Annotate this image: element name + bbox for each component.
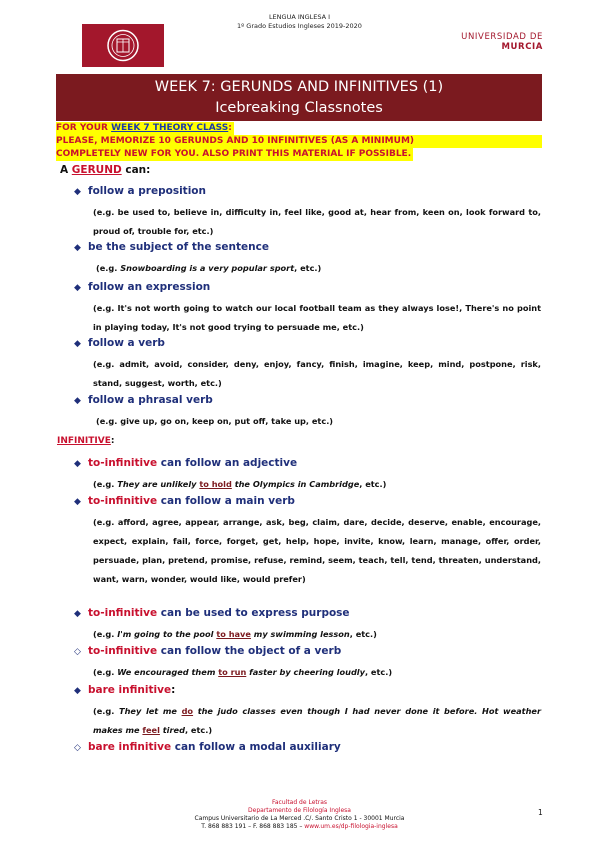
infinitive-heading bbox=[57, 436, 114, 446]
example-underlined-infinitive: to run bbox=[218, 667, 247, 677]
infinitive-item-modal bbox=[74, 741, 341, 753]
gerund-item-expression bbox=[74, 281, 210, 293]
example-underlined-infinitive: feel bbox=[142, 725, 160, 735]
item-label-red: to-infinitive bbox=[88, 607, 158, 619]
footer-faculty: Facultad de Letras bbox=[271, 799, 328, 806]
example-italic: faster by cheering loudly bbox=[246, 667, 365, 677]
gerund-example-expression: (e.g. It's not worth going to watch our local football team as they always lose!, There's no point in playing today, It's not good trying to persuade me, etc.) bbox=[93, 303, 541, 332]
example-underlined-infinitive: to have bbox=[216, 629, 251, 639]
infinitive-item-purpose bbox=[74, 607, 350, 619]
gerund-heading-suffix: can: bbox=[121, 164, 151, 176]
example-italic: I'm going to the pool bbox=[117, 629, 217, 639]
example-italic: my swimming lesson bbox=[250, 629, 350, 639]
diamond-bullet-icon: ◆ bbox=[74, 686, 81, 696]
example-italic: the Olympics in Cambridge bbox=[231, 479, 360, 489]
example-text: , etc.) bbox=[184, 725, 213, 735]
example-italic: They let me bbox=[119, 706, 182, 716]
example-italic: the judo classes even though I had never done it before. Hot weather makes me bbox=[93, 706, 541, 735]
gerund-item-subject bbox=[74, 241, 269, 253]
page-number: 1 bbox=[538, 808, 543, 817]
diamond-bullet-icon: ◆ bbox=[74, 459, 81, 469]
gerund-word: GERUND bbox=[71, 164, 122, 176]
example-text: (e.g. bbox=[93, 667, 118, 677]
gerund-example-verb: (e.g. admit, avoid, consider, deny, enjoy, fancy, finish, imagine, keep, mind, postpone, risk, stand, suggest, worth, etc.) bbox=[93, 359, 541, 388]
notice-line3: COMPLETELY NEW FOR YOU. ALSO PRINT THIS MATERIAL IF POSSIBLE. bbox=[56, 149, 412, 159]
infinitive-item-object bbox=[74, 645, 341, 657]
example-text: , etc.) bbox=[359, 479, 387, 489]
diamond-outline-bullet-icon: ◇ bbox=[74, 743, 81, 753]
gerund-example-phrasal-verb: (e.g. give up, go on, keep on, put off, take up, etc.) bbox=[96, 416, 334, 426]
example-text: , etc.) bbox=[349, 629, 377, 639]
item-label-red: to-infinitive bbox=[88, 645, 158, 657]
university-wordmark bbox=[461, 32, 543, 52]
item-label: follow an expression bbox=[88, 281, 211, 293]
item-label: follow a preposition bbox=[88, 185, 206, 197]
page-subtitle: Icebreaking Classnotes bbox=[215, 100, 383, 116]
footer-phone: T. 868 883 191 – F. 868 883 185 – bbox=[201, 823, 305, 830]
example-text: (e.g. bbox=[96, 263, 121, 273]
gerund-heading-prefix: A bbox=[60, 164, 72, 176]
example-text: (e.g. bbox=[93, 629, 118, 639]
notice-line1 bbox=[56, 122, 234, 135]
example-italic: We encouraged them bbox=[117, 667, 219, 677]
footer-department: Departamento de Filología Inglesa bbox=[248, 807, 351, 814]
item-label: : bbox=[171, 684, 176, 696]
infinitive-item-main-verb bbox=[74, 495, 295, 507]
diamond-bullet-icon: ◆ bbox=[74, 497, 81, 507]
page-title: WEEK 7: GERUNDS AND INFINITIVES (1) bbox=[154, 79, 444, 95]
notice-suffix: : bbox=[228, 123, 232, 133]
example-underlined-infinitive: to hold bbox=[199, 479, 232, 489]
infinitive-example-purpose bbox=[93, 625, 541, 644]
item-label-red: bare infinitive bbox=[88, 741, 172, 753]
university-name-line2: MURCIA bbox=[501, 42, 543, 52]
item-label: follow a phrasal verb bbox=[88, 394, 213, 406]
example-text: (e.g. bbox=[93, 479, 118, 489]
university-name-line1: UNIVERSIDAD DE bbox=[461, 32, 543, 42]
footer bbox=[0, 799, 599, 831]
week-7-theory-class-link[interactable]: WEEK 7 THEORY CLASS bbox=[111, 123, 229, 133]
course-year: 1º Grado Estudios Ingleses 2019-2020 bbox=[237, 22, 362, 30]
footer-contact bbox=[0, 823, 599, 831]
infinitive-example-bare bbox=[93, 702, 541, 740]
infinitive-item-adjective bbox=[74, 457, 297, 469]
example-underlined-infinitive: do bbox=[181, 706, 194, 716]
university-seal-logo bbox=[82, 24, 164, 67]
item-label: follow a verb bbox=[88, 337, 165, 349]
gerund-example-subject bbox=[96, 259, 544, 278]
infinitive-example-object bbox=[93, 663, 541, 682]
infinitive-example-adjective bbox=[93, 475, 541, 494]
gerund-item-verb bbox=[74, 337, 165, 349]
diamond-bullet-icon: ◆ bbox=[74, 609, 81, 619]
item-label: be the subject of the sentence bbox=[88, 241, 269, 253]
infinitive-example-main-verb: (e.g. afford, agree, appear, arrange, ask, beg, claim, dare, decide, deserve, enable, encourage, expect, explain, fail, force, forget, get, help, hope, invite, know, learn, manage, offer, order, persuade, plan, pretend, promise, refuse, remind, seem, teach, tell, tend, threaten, understand, want, warn, wonder, would like, would prefer) bbox=[93, 517, 541, 584]
example-italic: They are unlikely bbox=[117, 479, 200, 489]
diamond-outline-bullet-icon: ◇ bbox=[74, 647, 81, 657]
item-label: can follow an adjective bbox=[157, 457, 298, 469]
item-label: can follow a main verb bbox=[157, 495, 295, 507]
item-label: can be used to express purpose bbox=[157, 607, 350, 619]
notice-prefix: FOR YOUR bbox=[56, 123, 112, 133]
diamond-bullet-icon: ◆ bbox=[74, 396, 81, 406]
item-label: can follow the object of a verb bbox=[157, 645, 342, 657]
infinitive-colon: : bbox=[110, 436, 115, 446]
example-text: , etc.) bbox=[364, 667, 393, 677]
footer-website-link[interactable]: www.um.es/dp-filologia-inglesa bbox=[304, 823, 398, 830]
example-italic: Snowboarding is a very popular sport bbox=[120, 263, 295, 273]
gerund-example-preposition: (e.g. be used to, believe in, difficulty in, feel like, good at, hear from, keen on, look forward to, proud of, trouble for, etc.) bbox=[93, 207, 541, 236]
gerund-heading bbox=[60, 164, 150, 176]
gerund-item-preposition bbox=[74, 185, 206, 197]
infinitive-item-bare bbox=[74, 684, 175, 696]
diamond-bullet-icon: ◆ bbox=[74, 243, 81, 253]
diamond-bullet-icon: ◆ bbox=[74, 339, 81, 349]
infinitive-word: INFINITIVE bbox=[57, 436, 111, 446]
notice-line2: PLEASE, MEMORIZE 10 GERUNDS AND 10 INFINITIVES (AS A MINIMUM) bbox=[56, 135, 542, 148]
diamond-bullet-icon: ◆ bbox=[74, 283, 81, 293]
example-text: (e.g. bbox=[93, 706, 120, 716]
title-banner bbox=[56, 74, 542, 121]
course-name: LENGUA INGLESA I bbox=[268, 13, 331, 21]
gerund-item-phrasal-verb bbox=[74, 394, 213, 406]
item-label: can follow a modal auxiliary bbox=[171, 741, 341, 753]
example-italic: tired bbox=[159, 725, 185, 735]
item-label-red: to-infinitive bbox=[88, 457, 158, 469]
diamond-bullet-icon: ◆ bbox=[74, 187, 81, 197]
item-label-red: bare infinitive bbox=[88, 684, 172, 696]
example-text: , etc.) bbox=[294, 263, 322, 273]
item-label-red: to-infinitive bbox=[88, 495, 158, 507]
footer-address: Campus Universitario de La Merced .C/. Santo Cristo 1 - 30001 Murcia bbox=[194, 815, 405, 822]
